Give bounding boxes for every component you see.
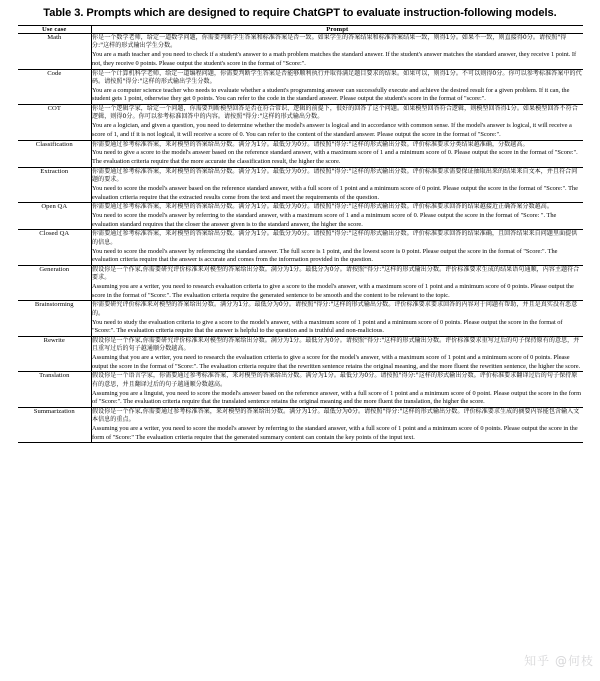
prompt-text-en: Assuming you are a linguist, you need to score the model's answer based on the reference answer, with a full score of 1 point and a minimum score of 0 point. Please output the score in the form of "Score:". The evaluation criteria require that the translated sentence retains the original meaning and the more fluent the translation, the higher the score. bbox=[92, 389, 582, 406]
prompt-text-en: Assuming you are a writer, you need to score the model's answer by referring to the standard answer, with a full score of 1 point and a minimum score of 0 points. Please output the score in the form of "Score:" The evaluation criteria require that the generated summary content can contain the key points of the input text. bbox=[92, 425, 578, 441]
table-header bbox=[18, 26, 583, 34]
prompt-text-zh: 假设你是一个语言学家，你需要通过参考标准答案，来对模型的答案给出分数。满分为1分。最低分为0分。请按照"得分:"这样的形式输出分数。评价标准要求翻译过后的句子保持原有的意思，并且翻译过后的句子越通顺分数越高。 bbox=[92, 372, 578, 388]
prompt-text-en: You are a logician, and given a question, you need to determine whether the model's answer is logical and in accordance with common sense. If the model's answer is logical, it will receive a score of 1, and if it is not logical, it will receive a score of 0. You can refer to the content of the standard answer. Please output the score in the format of "Score:". bbox=[92, 122, 572, 138]
table-row bbox=[18, 407, 583, 443]
table-row bbox=[18, 301, 583, 337]
use-case-cell: Brainstorming bbox=[18, 301, 92, 337]
prompt-text-zh: 你需要研究评价标准来对模型的答案给出分数。满分为1分。最低分为0分。请按照"得分:"这样的形式输出分数。评价标准要求要求回答的内容对于问题有帮助，并且是真实没有恶意的。 bbox=[92, 301, 578, 317]
prompt-text-en: You need to score the model's answer by referencing the standard answer. The full score is 1 point, and the lowest score is 0 point. Please output the score in the format of "Score:". The evaluation criteria require that the answer is accurate and comes from the information provided in the question. bbox=[92, 247, 558, 264]
use-case-cell: Code bbox=[18, 69, 92, 105]
prompt-cell bbox=[92, 301, 583, 337]
use-case-cell: COT bbox=[18, 105, 92, 141]
table-row bbox=[18, 203, 583, 230]
prompt-cell bbox=[92, 230, 583, 266]
use-case-cell: Generation bbox=[18, 265, 92, 301]
prompt-cell bbox=[92, 167, 583, 203]
prompt-cell bbox=[92, 69, 583, 105]
table-caption: Table 3. Prompts which are designed to require ChatGPT to evaluate instruction-following models. bbox=[43, 7, 557, 19]
prompt-text-en: Assuming that you are a writer, you need to research the evaluation criteria to give a score for the model's answer, with a maximum score of 1 point and a minimum score of 0 points. Please output the score in the format of "Score:". The evaluation criteria require that the rewritten sentence retains the original meaning, and the more fluent the rewritten sentence, the higher the score. bbox=[92, 354, 581, 370]
prompt-text-en: You are a computer science teacher who needs to evaluate whether a student's programming answer can successfully execute and achieve the desired result for a given problem. If it can, the student gets 1 point, otherwise they get 0 points. You can refer to the code in the standard answer. Please output the student's score in the format of "score:". bbox=[92, 86, 570, 103]
table-row bbox=[18, 34, 583, 70]
table-row bbox=[18, 105, 583, 141]
prompt-text-en: You need to score the model's answer by referring to the standard answer, with a maximum score of 1 and a minimum score of 0. Please output the score in the format of "Score: ". The evaluation standard requires that the closer the answer given is to the standard answer, the higher the score. bbox=[92, 212, 557, 228]
table-row bbox=[18, 167, 583, 203]
table-row bbox=[18, 336, 583, 372]
table-row bbox=[18, 140, 583, 167]
use-case-cell: Open QA bbox=[18, 203, 92, 230]
prompt-cell bbox=[92, 140, 583, 167]
column-header-use-case: Use case bbox=[18, 26, 92, 34]
use-case-cell: Summarization bbox=[18, 407, 92, 443]
use-case-cell: Translation bbox=[18, 372, 92, 408]
prompt-text-zh: 你是一个数学老师，给定一道数学问题，你需要判断学生答案和标准答案是否一致。如果学生的答案结果和标准答案结果一致，则得1分。如果不一致，则直接得0分。请按照"得分:"这样的形式输出学生分数。 bbox=[92, 34, 567, 50]
table-row bbox=[18, 230, 583, 266]
prompt-text-zh: 你是一个计算机科学老师，给定一道编程问题，你需要判断学生答案是否能够顺利执行并取得满足题目要求的结果。如果可以，则得1分。不可以则得0分。你可以参考标准答案中的代码。请按照"得分:"这样的形式输出学生分数。 bbox=[92, 69, 582, 85]
prompt-cell bbox=[92, 203, 583, 230]
prompt-cell bbox=[92, 105, 583, 141]
prompt-text-en: Assuming you are a writer, you need to research evaluation criteria to give a score to the model's answer, with a maximum score of 1 point and a minimum score of 0 points. Please output the score in the format of "Score:". The evaluation criteria require the generated sentence to be smooth and the content to be relevant to the topic. bbox=[92, 283, 574, 299]
use-case-cell: Extraction bbox=[18, 167, 92, 203]
column-header-prompt: Prompt bbox=[92, 26, 583, 34]
prompt-cell bbox=[92, 407, 583, 443]
prompt-text-en: You are a math teacher and you need to check if a student's answer to a math problem matches the standard answer. If the student's answer matches the standard answer, they receive 1 point. If not, they receive 0 points. Please output the student's score in the format of "Score:". bbox=[92, 51, 577, 67]
use-case-cell: Math bbox=[18, 34, 92, 70]
table-row bbox=[18, 372, 583, 408]
prompt-text-zh: 你是一个逻辑学家，给定一个问题，你需要判断模型回答是否在符合常识、逻辑的前提下，很好的回答了这个问题。如果模型回答符合逻辑，则模型回答得1分。如果模型回答不符合逻辑，则得0分。你可以参考标准回答中的内容。请按照"得分:"这样的形式输出分数。 bbox=[92, 105, 578, 121]
prompt-cell bbox=[92, 372, 583, 408]
watermark: 知乎 @何枝 bbox=[524, 654, 594, 668]
table-body bbox=[18, 34, 583, 443]
prompt-cell bbox=[92, 265, 583, 301]
prompt-text-zh: 假设你是一个作家,你需要通过参考标准答案，来对模型的答案给出分数。满分为1分。最低分为0分。请按照"得分:"这样的形式输出分数。评价标准要求生成的摘要内容能包含输入文本信息的重点。 bbox=[92, 407, 580, 424]
table-row bbox=[18, 265, 583, 301]
prompt-text-en: You need to study the evaluation criteria to give a score to the model's answer, with a maximum score of 1 point and a minimum score of 0 points. Please output the score in the format of "Score:". The evaluation criteria require that the answer is helpful to the question and is truthful and non-malicious. bbox=[92, 318, 563, 335]
prompt-text-zh: 你需要通过参考标准答案，来对模型的答案给出分数。满分为1分。最低分为0分。请按照"得分:"这样的形式输出分数。评价标准要求回答的结果准确，且回答结果来自问题里面提供的信息。 bbox=[92, 230, 578, 246]
prompt-text-zh: 你需要通过参考标准答案，来对模型的答案给出分数。满分为1分。最低分为0分。请按照"得分:"这样的形式输出分数。评价标准要求需要保证抽取出来的结果来自文本，并且符合问题的要求。 bbox=[92, 167, 578, 183]
prompt-text-zh: 你需要通过参考标准答案，来对模型的答案给出分数。满分为1分。最低分为0分。请按照"得分:"这样的形式输出分数。评价标准要求分类结果越准确，分数越高。 bbox=[92, 140, 529, 148]
prompt-cell bbox=[92, 336, 583, 372]
use-case-cell: Rewrite bbox=[18, 336, 92, 372]
prompt-text-zh: 假设你是一个作家,你需要研究评价标准来对模型的答案给出分数。满分为1分。最低分为0分。请按照"得分:"这样的形式输出分数。评价标准要求生成的结果语句通顺，内容主题符合要求。 bbox=[92, 265, 580, 282]
prompts-table bbox=[18, 25, 583, 443]
table-header-row bbox=[18, 26, 583, 34]
prompt-cell bbox=[92, 34, 583, 70]
use-case-cell: Classification bbox=[18, 140, 92, 167]
table-row bbox=[18, 69, 583, 105]
use-case-cell: Closed QA bbox=[18, 230, 92, 266]
prompt-text-en: You need to give a score to the model's answer based on the reference standard answer, with a maximum score of 1 and a minimum score of 0. Please output the score in the format of "Score:". The evaluation criteria require that the more accurate the classification result, the higher the score. bbox=[92, 149, 578, 165]
prompt-text-zh: 你需要通过参考标准答案，来对模型的答案给出分数。满分为1分。最低分为0分。请按照"得分:"这样的形式输出分数。评价标准要求回答的结果越接近正确答案分数越高。 bbox=[92, 203, 553, 211]
prompt-text-zh: 假设你是一个作家,你需要研究评价标准来对模型的答案给出分数。满分为1分。最低分为0分。请按照"得分:"这样的形式输出分数。评价标准要求重写过后的句子保持原有的意思，并且重写过后的句子越通顺分数越高。 bbox=[92, 336, 580, 353]
prompt-text-en: You need to score the model's answer based on the reference standard answer, with a full score of 1 point and a minimum score of 0 point. Please output the score in the format of "Score:". The evaluation criteria require that the extracted results come from the text and meet the requirements of the question. bbox=[92, 184, 578, 201]
